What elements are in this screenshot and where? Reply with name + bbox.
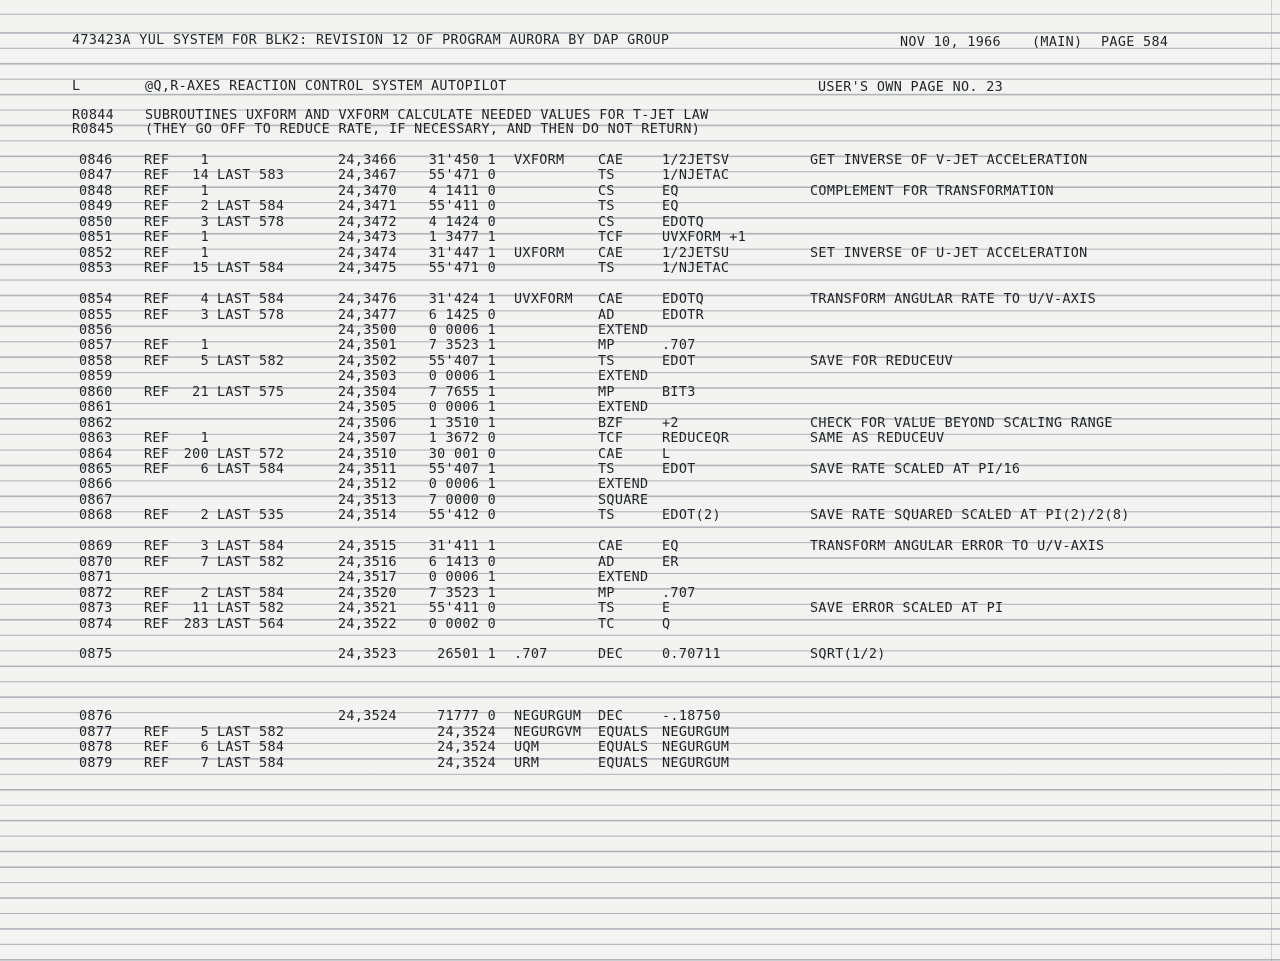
ref-marker: REF	[144, 338, 170, 353]
ref-marker: REF	[144, 354, 170, 369]
last-page-ref: LAST 582	[217, 555, 285, 570]
op-code: TCF	[598, 431, 624, 446]
address: 24,3523	[338, 647, 397, 662]
op-code: EXTEND	[598, 570, 649, 585]
log-section-marker: L	[72, 79, 81, 94]
symbol-label: VXFORM	[514, 153, 565, 168]
ref-count: 3	[200, 539, 209, 554]
line-number: 0877	[79, 725, 113, 740]
octal-code: 1 3510 1	[428, 416, 496, 431]
octal-code: 0 0006 1	[428, 477, 496, 492]
ref-marker: REF	[144, 385, 170, 400]
address: 24,3522	[338, 617, 397, 632]
last-page-ref: LAST 582	[217, 601, 285, 616]
operand: UVXFORM +1	[662, 230, 747, 245]
address: 24,3476	[338, 292, 397, 307]
operand: EDOT(2)	[662, 508, 721, 523]
octal-code: 1 3672 0	[428, 431, 496, 446]
address: 24,3513	[338, 493, 397, 508]
operand: EDOTQ	[662, 292, 705, 307]
op-code: DEC	[598, 647, 624, 662]
symbol-label: URM	[514, 756, 540, 771]
line-number: 0869	[79, 539, 113, 554]
operand: .707	[662, 338, 696, 353]
address: 24,3506	[338, 416, 397, 431]
op-code: TS	[598, 601, 615, 616]
line-number: 0863	[79, 431, 113, 446]
op-code: CS	[598, 184, 615, 199]
last-page-ref: LAST 584	[217, 462, 285, 477]
operand: EDOT	[662, 354, 696, 369]
ref-count: 200	[183, 447, 209, 462]
ref-count: 11	[192, 601, 209, 616]
octal-code: 4 1411 0	[428, 184, 496, 199]
last-page-ref: LAST 578	[217, 215, 285, 230]
octal-code: 55'411 0	[428, 199, 496, 214]
ref-count: 7	[200, 756, 209, 771]
last-page-ref: LAST 584	[217, 740, 285, 755]
line-number: 0857	[79, 338, 113, 353]
octal-code: 4 1424 0	[428, 215, 496, 230]
remark-number: R0844	[72, 108, 115, 123]
line-number: 0847	[79, 168, 113, 183]
last-page-ref: LAST 575	[217, 385, 285, 400]
operand: 0.70711	[662, 647, 721, 662]
symbol-label: UVXFORM	[514, 292, 573, 307]
line-number: 0855	[79, 308, 113, 323]
last-page-ref: LAST 584	[217, 292, 285, 307]
octal-code: 55'412 0	[428, 508, 496, 523]
last-page-ref: LAST 564	[217, 617, 285, 632]
operand: +2	[662, 416, 679, 431]
operand: EQ	[662, 184, 679, 199]
operand: 1/NJETAC	[662, 168, 730, 183]
octal-code: 0 0006 1	[428, 369, 496, 384]
line-number: 0860	[79, 385, 113, 400]
ref-marker: REF	[144, 740, 170, 755]
address: 24,3502	[338, 354, 397, 369]
line-number: 0872	[79, 586, 113, 601]
op-code: CS	[598, 215, 615, 230]
ref-count: 6	[200, 740, 209, 755]
last-page-ref: LAST 584	[217, 586, 285, 601]
operand: EDOTR	[662, 308, 705, 323]
ref-marker: REF	[144, 555, 170, 570]
line-number: 0873	[79, 601, 113, 616]
octal-code: 6 1425 0	[428, 308, 496, 323]
line-number: 0853	[79, 261, 113, 276]
ref-marker: REF	[144, 617, 170, 632]
operand: NEGURGUM	[662, 756, 730, 771]
last-page-ref: LAST 584	[217, 756, 285, 771]
address: 24,3515	[338, 539, 397, 554]
header-date: NOV 10, 1966	[900, 35, 1001, 50]
ref-marker: REF	[144, 230, 170, 245]
ref-count: 2	[200, 199, 209, 214]
last-page-ref: LAST 584	[217, 261, 285, 276]
line-number: 0871	[79, 570, 113, 585]
operand: EQ	[662, 199, 679, 214]
ref-count: 1	[200, 184, 209, 199]
symbol-label: UQM	[514, 740, 540, 755]
address: 24,3471	[338, 199, 397, 214]
op-code: AD	[598, 308, 615, 323]
line-number: 0866	[79, 477, 113, 492]
ref-marker: REF	[144, 292, 170, 307]
op-code: TS	[598, 508, 615, 523]
op-code: EQUALS	[598, 756, 649, 771]
line-number: 0864	[79, 447, 113, 462]
header-job-title: 473423A YUL SYSTEM FOR BLK2: REVISION 12 OF PROGRAM AURORA BY DAP GROUP	[72, 33, 670, 48]
octal-code: 7 7655 1	[428, 385, 496, 400]
line-number: 0850	[79, 215, 113, 230]
octal-code: 55'407 1	[428, 462, 496, 477]
last-page-ref: LAST 584	[217, 199, 285, 214]
comment: CHECK FOR VALUE BEYOND SCALING RANGE	[810, 416, 1113, 431]
op-code: EQUALS	[598, 725, 649, 740]
operand: E	[662, 601, 671, 616]
op-code: EXTEND	[598, 477, 649, 492]
comment: TRANSFORM ANGULAR ERROR TO U/V-AXIS	[810, 539, 1105, 554]
octal-code: 31'447 1	[428, 246, 496, 261]
comment: SQRT(1/2)	[810, 647, 886, 662]
comment: GET INVERSE OF V-JET ACCELERATION	[810, 153, 1088, 168]
op-code: TCF	[598, 230, 624, 245]
line-number: 0875	[79, 647, 113, 662]
op-code: MP	[598, 586, 615, 601]
address: 24,3500	[338, 323, 397, 338]
ref-count: 7	[200, 555, 209, 570]
op-code: CAE	[598, 447, 624, 462]
log-section-title: @Q,R-AXES REACTION CONTROL SYSTEM AUTOPILOT	[145, 79, 507, 94]
octal-code: 7 3523 1	[428, 338, 496, 353]
address: 24,3501	[338, 338, 397, 353]
address: 24,3517	[338, 570, 397, 585]
line-number: 0856	[79, 323, 113, 338]
ref-marker: REF	[144, 308, 170, 323]
ref-marker: REF	[144, 261, 170, 276]
operand: -.18750	[662, 709, 721, 724]
line-number: 0848	[79, 184, 113, 199]
op-code: EQUALS	[598, 740, 649, 755]
line-number: 0870	[79, 555, 113, 570]
line-number: 0851	[79, 230, 113, 245]
last-page-ref: LAST 584	[217, 539, 285, 554]
op-code: MP	[598, 338, 615, 353]
octal-code: 24,3524	[437, 740, 496, 755]
ref-count: 14	[192, 168, 209, 183]
op-code: TS	[598, 462, 615, 477]
line-number: 0861	[79, 400, 113, 415]
octal-code: 31'424 1	[428, 292, 496, 307]
ref-count: 5	[200, 725, 209, 740]
line-number: 0867	[79, 493, 113, 508]
last-page-ref: LAST 583	[217, 168, 285, 183]
ref-count: 3	[200, 215, 209, 230]
octal-code: 1 3477 1	[428, 230, 496, 245]
line-number: 0874	[79, 617, 113, 632]
line-number: 0878	[79, 740, 113, 755]
comment: SAVE RATE SCALED AT PI/16	[810, 462, 1021, 477]
ref-marker: REF	[144, 246, 170, 261]
ref-count: 2	[200, 508, 209, 523]
line-number: 0858	[79, 354, 113, 369]
ref-count: 1	[200, 153, 209, 168]
operand: REDUCEQR	[662, 431, 730, 446]
octal-code: 71777 0	[437, 709, 496, 724]
op-code: TS	[598, 199, 615, 214]
ref-marker: REF	[144, 756, 170, 771]
operand: .707	[662, 586, 696, 601]
operand: NEGURGUM	[662, 725, 730, 740]
comment: COMPLEMENT FOR TRANSFORMATION	[810, 184, 1054, 199]
ref-count: 15	[192, 261, 209, 276]
line-number: 0849	[79, 199, 113, 214]
page-edge	[1271, 0, 1272, 961]
op-code: TS	[598, 168, 615, 183]
comment: SAVE RATE SQUARED SCALED AT PI(2)/2(8)	[810, 508, 1130, 523]
symbol-label: NEGURGUM	[514, 709, 582, 724]
octal-code: 7 3523 1	[428, 586, 496, 601]
octal-code: 7 0000 0	[428, 493, 496, 508]
line-number: 0865	[79, 462, 113, 477]
operand: 1/2JETSU	[662, 246, 730, 261]
line-number: 0868	[79, 508, 113, 523]
octal-code: 0 0006 1	[428, 323, 496, 338]
operand: EDOT	[662, 462, 696, 477]
ref-count: 21	[192, 385, 209, 400]
last-page-ref: LAST 572	[217, 447, 285, 462]
address: 24,3510	[338, 447, 397, 462]
ref-marker: REF	[144, 431, 170, 446]
last-page-ref: LAST 535	[217, 508, 285, 523]
operand: BIT3	[662, 385, 696, 400]
octal-code: 55'407 1	[428, 354, 496, 369]
line-number: 0879	[79, 756, 113, 771]
line-number: 0854	[79, 292, 113, 307]
octal-code: 6 1413 0	[428, 555, 496, 570]
octal-code: 0 0006 1	[428, 400, 496, 415]
line-number: 0852	[79, 246, 113, 261]
ref-marker: REF	[144, 199, 170, 214]
address: 24,3516	[338, 555, 397, 570]
operand: NEGURGUM	[662, 740, 730, 755]
op-code: DEC	[598, 709, 624, 724]
op-code: CAE	[598, 292, 624, 307]
op-code: EXTEND	[598, 400, 649, 415]
symbol-label: UXFORM	[514, 246, 565, 261]
ref-marker: REF	[144, 447, 170, 462]
address: 24,3505	[338, 400, 397, 415]
address: 24,3467	[338, 168, 397, 183]
op-code: MP	[598, 385, 615, 400]
operand: 1/NJETAC	[662, 261, 730, 276]
comment: SET INVERSE OF U-JET ACCELERATION	[810, 246, 1088, 261]
address: 24,3504	[338, 385, 397, 400]
last-page-ref: LAST 582	[217, 354, 285, 369]
ref-count: 4	[200, 292, 209, 307]
header-main: (MAIN)	[1032, 35, 1083, 50]
octal-code: 24,3524	[437, 725, 496, 740]
ref-count: 2	[200, 586, 209, 601]
octal-code: 31'411 1	[428, 539, 496, 554]
address: 24,3511	[338, 462, 397, 477]
address: 24,3503	[338, 369, 397, 384]
ref-count: 1	[200, 246, 209, 261]
address: 24,3477	[338, 308, 397, 323]
comment: SAVE ERROR SCALED AT PI	[810, 601, 1004, 616]
line-number: 0859	[79, 369, 113, 384]
symbol-label: .707	[514, 647, 548, 662]
remark-text: (THEY GO OFF TO REDUCE RATE, IF NECESSARY, AND THEN DO NOT RETURN)	[145, 122, 701, 137]
address: 24,3474	[338, 246, 397, 261]
ref-count: 3	[200, 308, 209, 323]
ref-marker: REF	[144, 508, 170, 523]
operand: Q	[662, 617, 671, 632]
octal-code: 30 001 0	[428, 447, 496, 462]
users-own-page-number: USER'S OWN PAGE NO. 23	[818, 80, 1004, 95]
op-code: EXTEND	[598, 323, 649, 338]
address: 24,3470	[338, 184, 397, 199]
remark-text: SUBROUTINES UXFORM AND VXFORM CALCULATE NEEDED VALUES FOR T-JET LAW	[145, 108, 709, 123]
comment: TRANSFORM ANGULAR RATE TO U/V-AXIS	[810, 292, 1097, 307]
ref-count: 1	[200, 230, 209, 245]
octal-code: 0 0006 1	[428, 570, 496, 585]
symbol-label: NEGURGVM	[514, 725, 582, 740]
octal-code: 55'411 0	[428, 601, 496, 616]
ref-marker: REF	[144, 462, 170, 477]
address: 24,3514	[338, 508, 397, 523]
address: 24,3475	[338, 261, 397, 276]
last-page-ref: LAST 578	[217, 308, 285, 323]
address: 24,3524	[338, 709, 397, 724]
address: 24,3472	[338, 215, 397, 230]
op-code: CAE	[598, 153, 624, 168]
address: 24,3512	[338, 477, 397, 492]
line-number: 0862	[79, 416, 113, 431]
ref-marker: REF	[144, 725, 170, 740]
ref-marker: REF	[144, 153, 170, 168]
op-code: CAE	[598, 539, 624, 554]
operand: EDOTQ	[662, 215, 705, 230]
line-number: 0846	[79, 153, 113, 168]
op-code: BZF	[598, 416, 624, 431]
op-code: SQUARE	[598, 493, 649, 508]
operand: ER	[662, 555, 679, 570]
address: 24,3473	[338, 230, 397, 245]
ref-count: 283	[183, 617, 209, 632]
header-page: PAGE 584	[1101, 35, 1169, 50]
ref-count: 1	[200, 338, 209, 353]
octal-code: 24,3524	[437, 756, 496, 771]
ref-marker: REF	[144, 539, 170, 554]
address: 24,3466	[338, 153, 397, 168]
ref-marker: REF	[144, 586, 170, 601]
remark-number: R0845	[72, 122, 115, 137]
last-page-ref: LAST 582	[217, 725, 285, 740]
ref-count: 6	[200, 462, 209, 477]
octal-code: 31'450 1	[428, 153, 496, 168]
line-number: 0876	[79, 709, 113, 724]
op-code: TC	[598, 617, 615, 632]
address: 24,3507	[338, 431, 397, 446]
operand: L	[662, 447, 671, 462]
op-code: EXTEND	[598, 369, 649, 384]
address: 24,3520	[338, 586, 397, 601]
octal-code: 55'471 0	[428, 261, 496, 276]
ref-marker: REF	[144, 168, 170, 183]
ref-marker: REF	[144, 184, 170, 199]
ref-marker: REF	[144, 215, 170, 230]
ref-count: 1	[200, 431, 209, 446]
op-code: TS	[598, 354, 615, 369]
comment: SAVE FOR REDUCEUV	[810, 354, 954, 369]
operand: 1/2JETSV	[662, 153, 730, 168]
op-code: AD	[598, 555, 615, 570]
ref-count: 5	[200, 354, 209, 369]
op-code: TS	[598, 261, 615, 276]
comment: SAME AS REDUCEUV	[810, 431, 945, 446]
op-code: CAE	[598, 246, 624, 261]
address: 24,3521	[338, 601, 397, 616]
octal-code: 55'471 0	[428, 168, 496, 183]
octal-code: 0 0002 0	[428, 617, 496, 632]
ref-marker: REF	[144, 601, 170, 616]
operand: EQ	[662, 539, 679, 554]
octal-code: 26501 1	[437, 647, 496, 662]
